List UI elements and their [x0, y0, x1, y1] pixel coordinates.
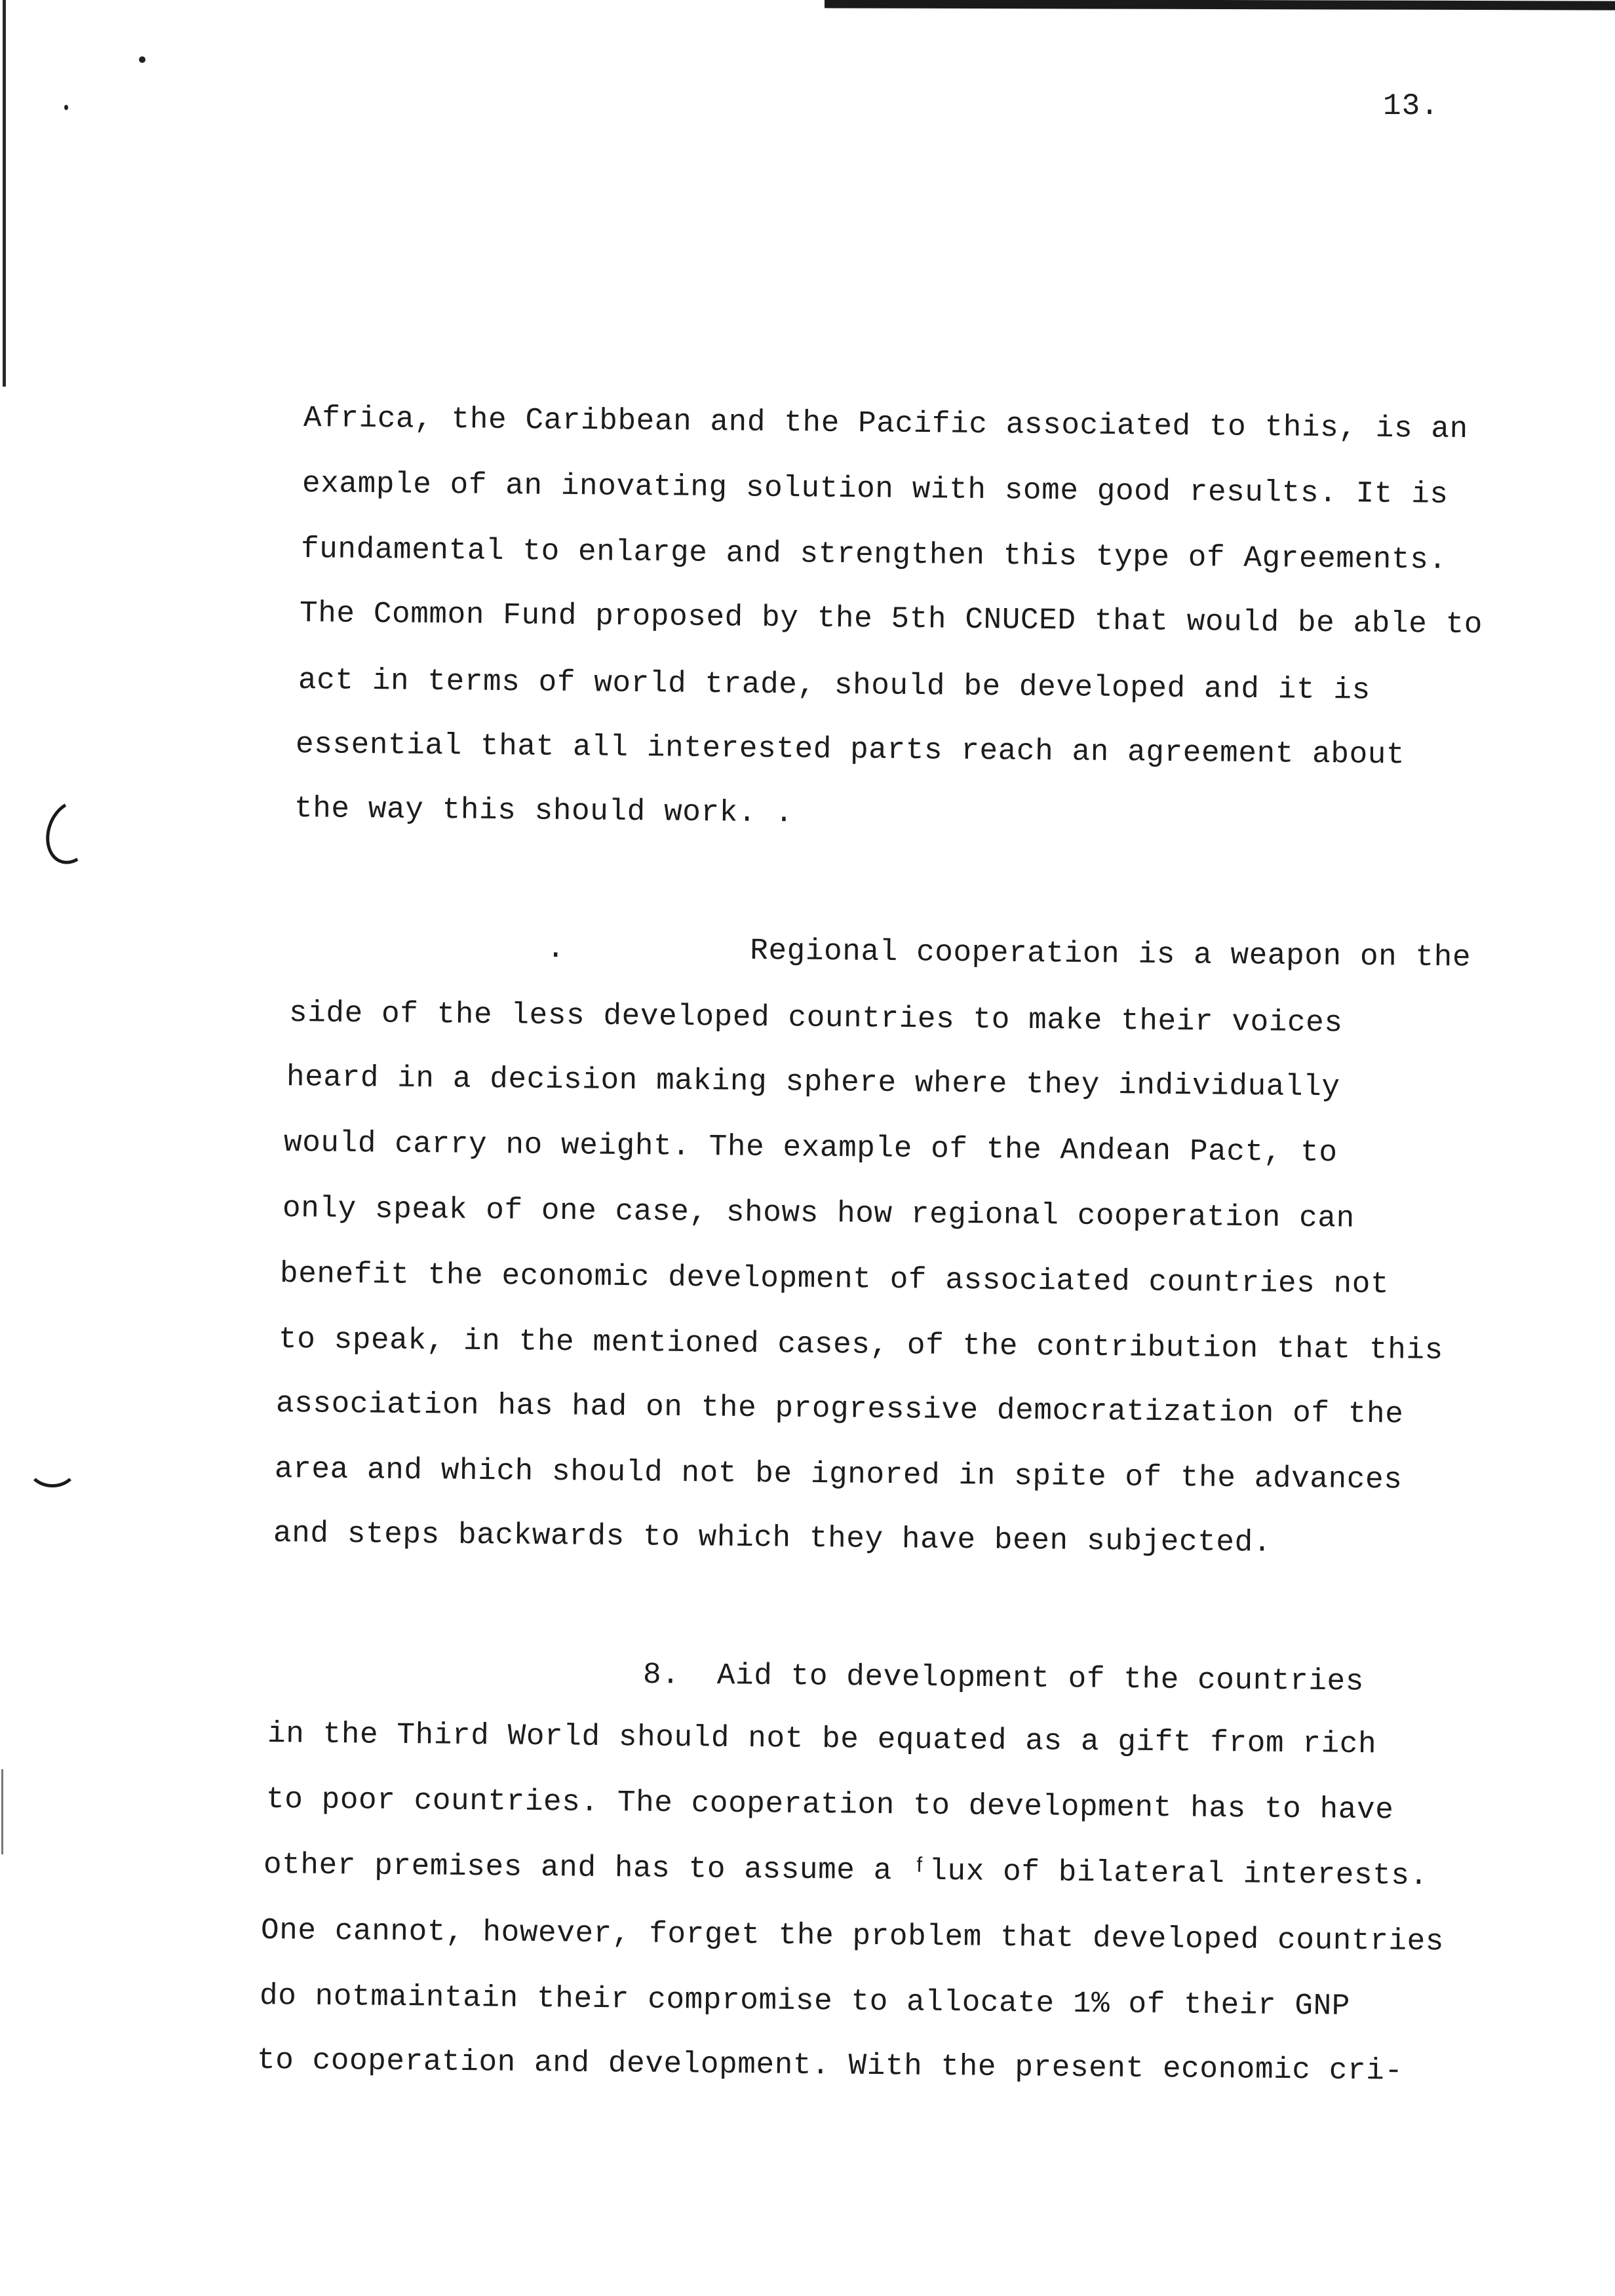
- text-line: to poor countries. The cooperation to development has to have: [265, 1782, 1394, 1827]
- text-line: heard in a decision making sphere where they individually: [286, 1060, 1340, 1105]
- text-line: to speak, in the mentioned cases, of the contribution that this: [278, 1322, 1444, 1368]
- text-line: the way this should work. .: [294, 792, 794, 831]
- text-line: would carry no weight. The example of the Andean Pact, to: [283, 1126, 1338, 1170]
- text-line: The Common Fund proposed by the 5th CNUCED that would be able to: [299, 596, 1483, 642]
- text-line: do notmaintain their compromise to allocate 1% of their GNP: [259, 1979, 1351, 2023]
- text-line: side of the less developed countries to make their voices: [288, 996, 1343, 1041]
- scan-edge-left: [3, 0, 6, 387]
- binding-hole-mark: [37, 793, 106, 871]
- text-line: fundamental to enlarge and strengthen this type of Agreements.: [300, 532, 1447, 577]
- page-number: 13.: [1383, 89, 1439, 123]
- text-line: area and which should not be ignored in spite of the advances: [274, 1452, 1403, 1497]
- text-line: Africa, the Caribbean and the Pacific associated to this, is an: [303, 401, 1469, 447]
- binding-hole-mark: [26, 1442, 79, 1487]
- text-line: and steps backwards to which they have been subjected.: [273, 1516, 1272, 1560]
- text-line: association has had on the progressive democratization of the: [275, 1387, 1404, 1432]
- text-line: . Regional cooperation is a weapon on the: [546, 932, 1471, 975]
- text-line: One cannot, however, forget the problem that developed countries: [260, 1913, 1445, 1959]
- text-line: to cooperation and development. With the present economic cri-: [256, 2043, 1403, 2088]
- text-line: in the Third World should not be equated as a gift from rich: [267, 1717, 1377, 1762]
- scan-edge-left-lower: [1, 1769, 3, 1854]
- text-line: only speak of one case, shows how regional cooperation can: [282, 1191, 1355, 1236]
- text-line: other premises and has to assume a ᶠlux of bilateral interests.: [263, 1848, 1429, 1894]
- text-line: benefit the economic development of associated countries not: [279, 1257, 1390, 1302]
- text-line: example of an inovating solution with some good results. It is: [302, 467, 1449, 512]
- text-line: essential that all interested parts reach an agreement about: [295, 727, 1405, 773]
- text-line: 8. Aid to development of the countries: [642, 1658, 1365, 1699]
- text-line: act in terms of world trade, should be developed and it is: [298, 663, 1371, 708]
- scan-edge-top: [825, 0, 1615, 10]
- scan-speck: [64, 105, 68, 110]
- scan-speck: [139, 56, 146, 63]
